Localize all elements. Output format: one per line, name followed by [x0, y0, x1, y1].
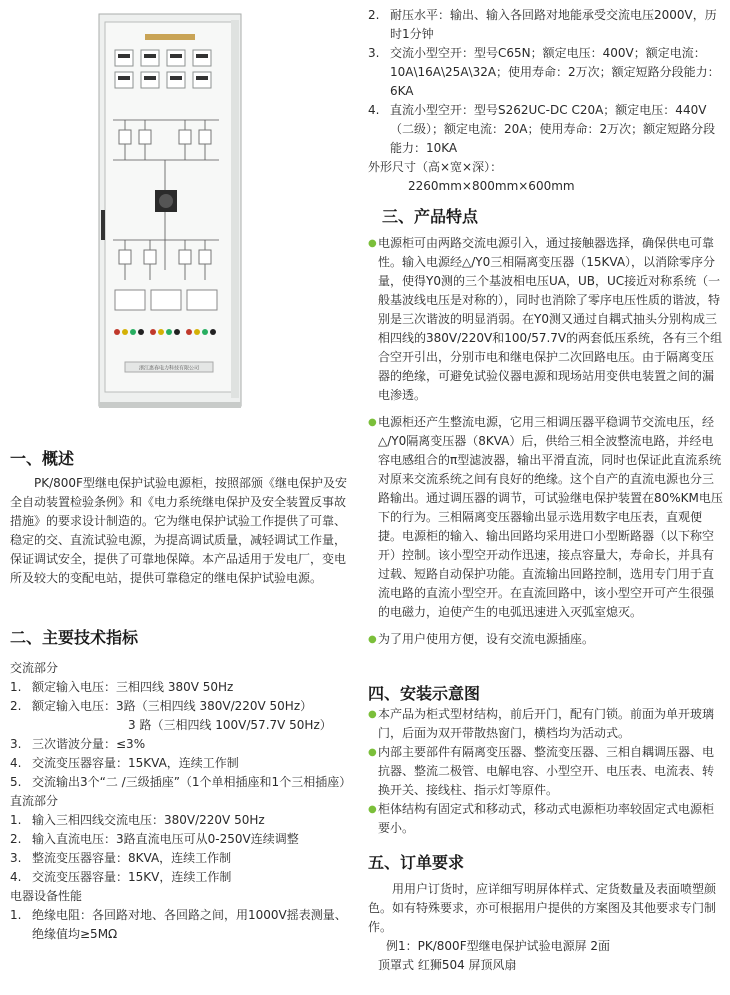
list-item: 1. 输入三相四线交流电压：380V/220V 50Hz [10, 813, 265, 827]
list-item: 3. 交流小型空开：型号C65N；额定电压：400V；额定电流：10A\16A\25A\32A；使用寿命：2万次；额定短路分段能力：6KA [368, 46, 720, 98]
section-title: 二、主要技术指标 [10, 628, 139, 647]
dc-title: 直流部分 [10, 794, 59, 808]
section-overview [10, 448, 355, 588]
cabinet-nameplate: 浙江惠春电力科技有限公司 [138, 365, 200, 372]
section-features [368, 206, 723, 649]
section-install [368, 683, 723, 838]
list-item: ● 电源柜还产生整流电源，它用三相调压器平稳调节交流电压，经△/Y0隔离变压器（8KVA）后，供给三相全波整流电路，并经电容电感组合的π型滤波器，输出平滑直流，同时也保证此直流系统对原来交流系统之间有良好的绝缘。这个自产的直流电源也分三路输出。通过调压器的调节，可试验继电保护装置在80%KM电压下的行为。三相隔离变压器输出显示选用数字电压表，直观便捷。电源柜的输入、输出回路均采用进口小型断路器（以下称空开）控制。该小型空开动作迅速，接点容量大，寿命长，并具有过载、短路自动保护功能。直流输出回路控制，选用专门用于直流电路的直流小型空开。在直流回路中，该小型空开可产生很强的电磁力，迫使产生的电弧迅速进入灭弧室熄灭。 [368, 415, 723, 619]
section-title: 四、安装示意图 [368, 684, 481, 703]
list-item: 1. 绝缘电阻：各回路对地、各回路之间，用1000V摇表测量、绝缘值均≥5MΩ [10, 908, 347, 941]
section-title: 五、订单要求 [368, 853, 465, 872]
order-paragraph: 用用户订货时，应详细写明屏体样式、定货数量及表面喷塑颜色。如有特殊要求，亦可根据用户提供的方案图及其他要求专门制作。 [368, 882, 717, 934]
list-item: ● 内部主要部件有隔离变压器、整流变压器、三相自耦调压器、电抗器、整流二极管、电解电容、小型空开、电压表、电流表、转换开关、接线柱、指示灯等原件。 [368, 745, 715, 797]
list-item: ● 柜体结构有固定式和移动式，移动式电源柜功率较固定式电源柜要小。 [368, 802, 715, 835]
list-item: ● 为了用户使用方便，设有交流电源插座。 [368, 632, 595, 646]
cabinet-illustration [95, 10, 245, 410]
ac-title: 交流部分 [10, 661, 59, 675]
size-value: 2260mm×800mm×600mm [408, 179, 575, 193]
order-example-2: 顶罩式 红狮504 屏顶风扇 [378, 958, 517, 972]
device-title: 电器设备性能 [10, 889, 83, 903]
list-item: 3. 三次谐波分量：≤3% [10, 737, 146, 751]
list-item: 2. 额定输入电压：3路（三相四线 380V/220V 50Hz） [10, 699, 313, 713]
list-item: 4. 交流变压器容量：15KVA，连续工作制 [10, 756, 239, 770]
list-item: 3. 整流变压器容量：8KVA，连续工作制 [10, 851, 232, 865]
list-item: ● 电源柜可由两路交流电源引入，通过接触器选择，确保供电可靠性。输入电源经△/Y0三相隔离变压器（15KVA），以消除零序分量，使得Y0测的三个基波相电压UA，UB，UC接近对称系统（一般基波线电压是对称的），同时也消除了零序电压性质的谐波，特别是三次谐波的明显消弱。在Y0测又通过自耦式抽头分别构成三相四线的380V/220V和100/57.7V的两套低压系统，各有三个组合空开引出，分别市电和继电保护二次回路电压。由于隔离变压器的绝缘，可避免试验仪器电源和现场站用变供电装置之间的漏电渗透。 [368, 236, 723, 402]
list-item: 3 路（三相四线 100V/57.7V 50Hz） [128, 718, 332, 732]
order-example-1: 例1：PK/800F型继电保护试验电源屏 2面 [386, 939, 611, 953]
size-label: 外形尺寸（高×宽×深）： [368, 160, 503, 174]
overview-paragraph: PK/800F型继电保护试验电源柜，按照部颁《继电保护及安全自动装置检验条例》和《电力系统继电保护及安全装置反事故措施》的要求设计制造的。它为继电保护试验工作提供了可靠、稳定的交、直流试验电源，为提高调试质量，减轻调试工作量，保证调试安全，提供了可靠地保障。本产品适用于发电厂，变电所及较大的变配电站，提供可靠稳定的继电保护试验电源。 [10, 476, 347, 585]
list-item: ● 本产品为柜式型材结构，前后开门，配有门锁。前面为单开玻璃门，后面为双开带散热窗门，横档均为活动式。 [368, 707, 715, 740]
list-item: 4. 交流变压器容量：15KV，连续工作制 [10, 870, 232, 884]
list-item: 2. 耐压水平：输出、输入各回路对地能承受交流电压2000V，历时1分钟 [368, 8, 717, 41]
section-title: 三、产品特点 [382, 207, 479, 226]
section-title: 一、概述 [10, 449, 75, 468]
list-item: 1. 额定输入电压：三相四线 380V 50Hz [10, 680, 234, 694]
specs-continued [368, 6, 723, 196]
section-specs [10, 627, 355, 944]
section-order [368, 852, 723, 975]
list-item: 2. 输入直流电压：3路直流电压可从0-250V连续调整 [10, 832, 299, 846]
list-item: 4. 直流小型空开：型号S262UC-DC C20A；额定电压：440V（二级）；额定电流：20A；使用寿命：2万次；额定短路分段能力：10KA [368, 103, 716, 155]
list-item: 5. 交流输出3个“二 /三级插座”（1个单相插座和1个三相插座） [10, 775, 352, 789]
